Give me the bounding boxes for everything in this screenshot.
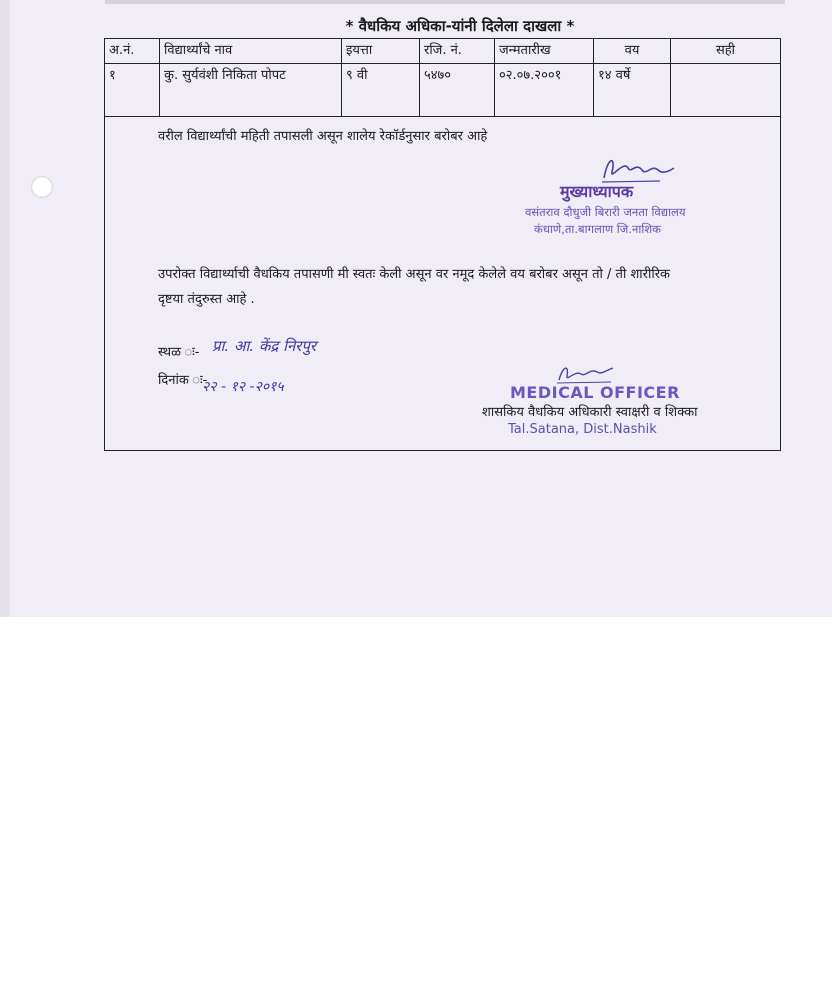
header-signature: सही bbox=[671, 39, 781, 64]
cell-serial: १ bbox=[105, 64, 160, 117]
header-standard: इयत्ता bbox=[342, 39, 420, 64]
cell-birth-date: ०२.०७.२००१ bbox=[495, 64, 594, 117]
header-birth-date: जन्मतारीख bbox=[495, 39, 594, 64]
headmaster-stamp-address: कंधाणे,ता.बागलाण जि.नाशिक bbox=[534, 222, 661, 236]
cell-student-name: कु. सुर्यवंशी निकिता पोपट bbox=[160, 64, 342, 117]
student-table bbox=[104, 38, 781, 117]
header-age: वय bbox=[594, 39, 671, 64]
place-value: प्रा. आ. केंद्र निरपुर bbox=[212, 337, 317, 355]
date-value: २२ - १२ -२०१५ bbox=[202, 379, 284, 395]
verification-text: वरील विद्यार्थ्यांची महिती तपासली असून शालेय रेकॉर्डनुसार बरोबर आहे bbox=[158, 129, 488, 144]
place-label: स्थळ ः- bbox=[158, 345, 200, 360]
header-reg-no: रजि. नं. bbox=[420, 39, 495, 64]
date-label: दिनांक ः- bbox=[158, 373, 208, 388]
punch-hole bbox=[31, 176, 53, 198]
table-row bbox=[105, 64, 781, 117]
officer-stamp-place: Tal.Satana, Dist.Nashik bbox=[508, 422, 657, 437]
paper-edge bbox=[0, 0, 10, 617]
table-header-row bbox=[105, 39, 781, 64]
top-edge-line bbox=[105, 0, 785, 4]
medical-officer-stamp: MEDICAL OFFICER bbox=[510, 383, 680, 402]
cell-age: १४ वर्षे bbox=[594, 64, 671, 117]
cell-reg-no: ५४७० bbox=[420, 64, 495, 117]
document-title: * वैधकिय अधिका-यांनी दिलेला दाखला * bbox=[345, 17, 575, 35]
header-serial: अ.नं. bbox=[105, 39, 160, 64]
medical-statement: उपरोक्त विद्यार्थ्याची वैधकिय तपासणी मी स्वतः केली असून वर नमूद केलेले वय बरोबर असून तो / ती शारीरिक दृष्टया तंदुरुस्त आहे . bbox=[158, 267, 671, 307]
officer-signature-label: शासकिय वैधकिय अधिकारी स्वाक्षरी व शिक्का bbox=[482, 405, 698, 420]
cell-standard: ९ वी bbox=[342, 64, 420, 117]
headmaster-stamp-school: वसंतराव दौधुजी बिरारी जनता विद्यालय bbox=[525, 205, 686, 219]
header-student-name: विद्यार्थ्यांचे नाव bbox=[160, 39, 342, 64]
headmaster-stamp-title: मुख्याध्यापक bbox=[560, 182, 634, 201]
cell-signature bbox=[671, 64, 781, 117]
